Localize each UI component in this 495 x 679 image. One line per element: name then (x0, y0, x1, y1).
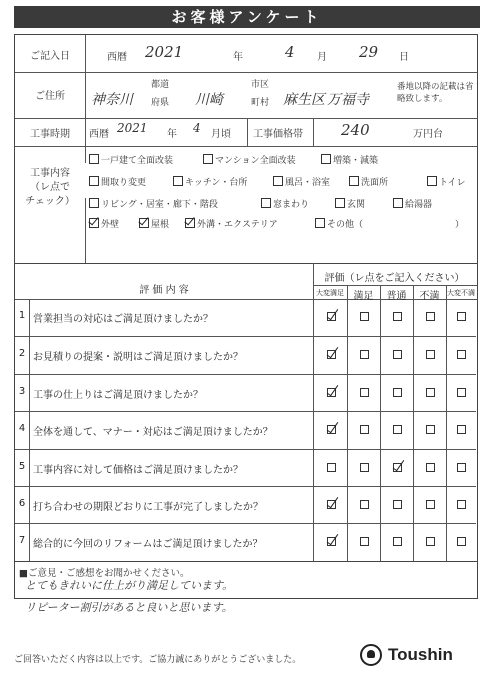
work-content-label-line: チェック） (25, 196, 75, 207)
work-option[interactable] (315, 217, 363, 230)
rating-checkbox-checked[interactable] (327, 312, 336, 321)
work-option-label: 洗面所 (361, 178, 389, 188)
question-row (15, 449, 476, 487)
pref-suffix: 府県 (151, 98, 170, 108)
rating-checkbox[interactable] (457, 425, 466, 434)
rating-checkbox[interactable] (426, 312, 435, 321)
rating-checkbox[interactable] (457, 388, 466, 397)
question-number: 6 (18, 498, 26, 509)
rating-checkbox-checked[interactable] (327, 500, 336, 509)
work-option-label: 外壁 (101, 220, 120, 230)
checkbox-checked-icon[interactable] (89, 218, 99, 228)
address-city[interactable]: 川崎 (195, 92, 223, 108)
work-option[interactable] (321, 153, 378, 166)
rating-checkbox[interactable] (327, 463, 336, 472)
rating-checkbox-checked[interactable] (327, 537, 336, 546)
work-option-label: 給湯器 (405, 200, 433, 210)
price-divider (313, 118, 314, 146)
question-number: 7 (18, 535, 26, 547)
rating-checkbox[interactable] (426, 425, 435, 434)
other-close-paren: ） (455, 220, 465, 230)
era-label: 西暦 (107, 52, 127, 63)
label-column-divider-2 (85, 198, 86, 263)
rating-checkbox-checked[interactable] (327, 388, 336, 397)
work-option-label: 間取り変更 (101, 178, 147, 188)
work-option[interactable] (427, 175, 466, 188)
city-suffix-top: 市区 (251, 80, 270, 90)
work-option-label: キッチン・台所 (185, 178, 248, 188)
work-option[interactable] (203, 153, 296, 166)
work-content-label-line: 工事内容 (30, 168, 70, 179)
question-row (15, 523, 476, 561)
survey-form (14, 34, 478, 614)
row-divider (15, 72, 477, 73)
work-option-label: 玄関 (347, 200, 366, 210)
application-date-label: ご記入日 (30, 51, 70, 62)
checkbox-icon[interactable] (321, 154, 331, 164)
checkbox-icon[interactable] (89, 198, 99, 208)
question-number: 1 (18, 310, 26, 321)
period-month[interactable]: 4 (193, 121, 201, 135)
work-option[interactable] (89, 217, 119, 230)
work-option-label: 風呂・浴室 (285, 178, 331, 188)
scale-divider (313, 285, 477, 286)
rating-checkbox[interactable] (457, 350, 466, 359)
application-day[interactable]: 29 (359, 43, 379, 61)
scale-label: 不満 (419, 291, 440, 302)
question-row (15, 299, 476, 336)
work-option[interactable] (261, 197, 309, 210)
house-logo-icon (360, 644, 382, 666)
address-label: ご住所 (35, 91, 65, 102)
work-option-label: 一戸建て全面改装 (101, 156, 174, 166)
question-row (15, 374, 476, 412)
day-unit: 日 (399, 52, 409, 63)
work-content-label (15, 167, 85, 209)
period-era: 西暦 (89, 129, 109, 140)
comments-label: ■ご意見・ご感想をお聞かせください。 (19, 568, 190, 579)
rating-checkbox[interactable] (426, 537, 435, 546)
period-month-unit: 月頃 (211, 129, 231, 140)
month-unit: 月 (317, 52, 327, 63)
checkbox-icon[interactable] (203, 154, 213, 164)
comment-line[interactable]: とてもきれいに仕上がり満足しています。 (25, 579, 234, 592)
period-year-unit: 年 (167, 129, 177, 140)
construction-period-label: 工事時期 (30, 129, 70, 140)
work-option-label: その他（ (327, 220, 364, 230)
scale-label: 普通 (386, 291, 407, 302)
question-row (15, 411, 476, 449)
checkbox-icon[interactable] (273, 176, 283, 186)
work-option[interactable] (393, 197, 432, 210)
price-value[interactable]: 240 (341, 121, 370, 139)
work-option-label: トイレ (439, 178, 466, 188)
rating-checkbox[interactable] (457, 312, 466, 321)
work-option-label: 窓まわり (273, 200, 310, 210)
year-unit: 年 (233, 52, 243, 63)
question-row (15, 336, 476, 374)
rating-checkbox[interactable] (393, 500, 402, 509)
rating-checkbox[interactable] (393, 425, 402, 434)
rating-checkbox[interactable] (393, 350, 402, 359)
rating-checkbox[interactable] (457, 463, 466, 472)
comment-line[interactable]: リピーター割引があると良いと思います。 (25, 601, 233, 614)
work-option[interactable] (335, 197, 365, 210)
rating-checkbox[interactable] (360, 425, 369, 434)
work-option[interactable] (89, 197, 218, 210)
work-option-label: 外溝・エクステリア (197, 220, 278, 230)
price-divider (247, 118, 248, 146)
work-content-label-line: （レ点で (30, 182, 70, 193)
eval-items-header: 評 価 内 容 (139, 285, 189, 296)
rating-checkbox[interactable] (360, 388, 369, 397)
work-option[interactable] (89, 153, 173, 166)
scale-label: 大変不満 (447, 289, 475, 297)
scale-label: 大変満足 (316, 289, 344, 297)
rating-checkbox[interactable] (360, 312, 369, 321)
row-divider (15, 118, 477, 119)
rating-checkbox[interactable] (360, 463, 369, 472)
rating-checkbox[interactable] (393, 388, 402, 397)
rating-checkbox[interactable] (426, 388, 435, 397)
checkbox-icon[interactable] (89, 154, 99, 164)
rating-checkbox[interactable] (426, 463, 435, 472)
work-option[interactable] (349, 175, 388, 188)
question-text: 打ち合わせの期限どおりに工事が完了しましたか？ (33, 502, 263, 513)
work-option[interactable] (89, 175, 146, 188)
rating-checkbox[interactable] (360, 350, 369, 359)
checkbox-icon[interactable] (261, 198, 271, 208)
question-text: お見積りの提案・説明はご満足頂けましたか？ (33, 352, 243, 364)
rating-checkbox[interactable] (360, 537, 369, 546)
city-suffix: 町村 (251, 98, 270, 108)
label-column-divider (85, 35, 86, 163)
checkbox-icon[interactable] (427, 176, 437, 186)
checkbox-checked-icon[interactable] (139, 218, 149, 228)
checkbox-checked-icon[interactable] (185, 218, 195, 228)
toushin-logo (360, 644, 480, 670)
question-text: 工事の仕上りはご満足頂けましたか？ (33, 389, 203, 401)
rating-checkbox[interactable] (426, 350, 435, 359)
work-option-label: マンション全面改装 (215, 156, 296, 166)
question-number: 4 (18, 423, 26, 435)
price-unit: 万円台 (413, 129, 443, 140)
checkbox-icon[interactable] (89, 176, 99, 186)
rating-checkbox-checked[interactable] (327, 350, 336, 359)
period-year[interactable]: 2021 (117, 121, 148, 135)
pref-suffix-top: 都道 (151, 80, 170, 90)
price-label: 工事価格帯 (253, 129, 303, 140)
address-note: 番地以降の記載は省略致します。 (397, 82, 474, 104)
rating-checkbox-checked[interactable] (327, 425, 336, 434)
rating-checkbox[interactable] (393, 537, 402, 546)
work-option[interactable] (273, 175, 330, 188)
survey-title: お客様アンケート (14, 6, 480, 28)
rating-checkbox[interactable] (457, 500, 466, 509)
checkbox-icon[interactable] (173, 176, 183, 186)
checkbox-icon[interactable] (349, 176, 359, 186)
address-town[interactable]: 万福寺 (327, 92, 369, 108)
question-text: 総合的に今回のリフォームはご満足頂けましたか？ (33, 539, 263, 551)
scale-label: 満足 (353, 291, 374, 302)
rating-checkbox[interactable] (360, 500, 369, 509)
rating-checkbox-checked[interactable] (393, 463, 402, 472)
checkbox-icon[interactable] (315, 218, 325, 228)
question-number: 3 (18, 385, 26, 397)
work-option[interactable] (185, 217, 278, 230)
logo-name: Toushin (388, 645, 453, 664)
section-divider (15, 263, 477, 264)
work-option[interactable] (173, 175, 247, 188)
application-year[interactable]: 2021 (145, 43, 184, 61)
work-option-label: 増築・減築 (333, 156, 379, 166)
eval-rating-header: 評価（レ点をご記入ください） (324, 273, 465, 284)
application-month[interactable]: 4 (285, 43, 295, 61)
work-option-label: リビング・居室・廊下・階段 (101, 200, 218, 210)
address-prefecture[interactable]: 神奈川 (91, 92, 133, 108)
work-option-label: 屋根 (151, 220, 170, 230)
footer-message: ご回答いただく内容は以上です。ご協力誠にありがとうございました。 (14, 655, 302, 665)
rating-checkbox[interactable] (393, 312, 402, 321)
question-text: 工事内容に対して価格はご満足頂けましたか？ (33, 464, 243, 476)
work-option[interactable] (139, 217, 169, 230)
address-ward[interactable]: 麻生区 (283, 92, 325, 108)
rating-checkbox[interactable] (457, 537, 466, 546)
checkbox-icon[interactable] (335, 198, 345, 208)
checkbox-icon[interactable] (393, 198, 403, 208)
question-number: 5 (18, 460, 26, 472)
row-divider (15, 146, 477, 147)
question-number: 2 (18, 348, 26, 360)
comments-divider (15, 561, 477, 562)
question-text: 営業担当の対応はご満足頂けましたか？ (33, 314, 213, 325)
rating-checkbox[interactable] (426, 500, 435, 509)
question-row (15, 486, 476, 524)
question-text: 全体を通して、マナー・対応はご満足頂けましたか？ (33, 427, 273, 439)
